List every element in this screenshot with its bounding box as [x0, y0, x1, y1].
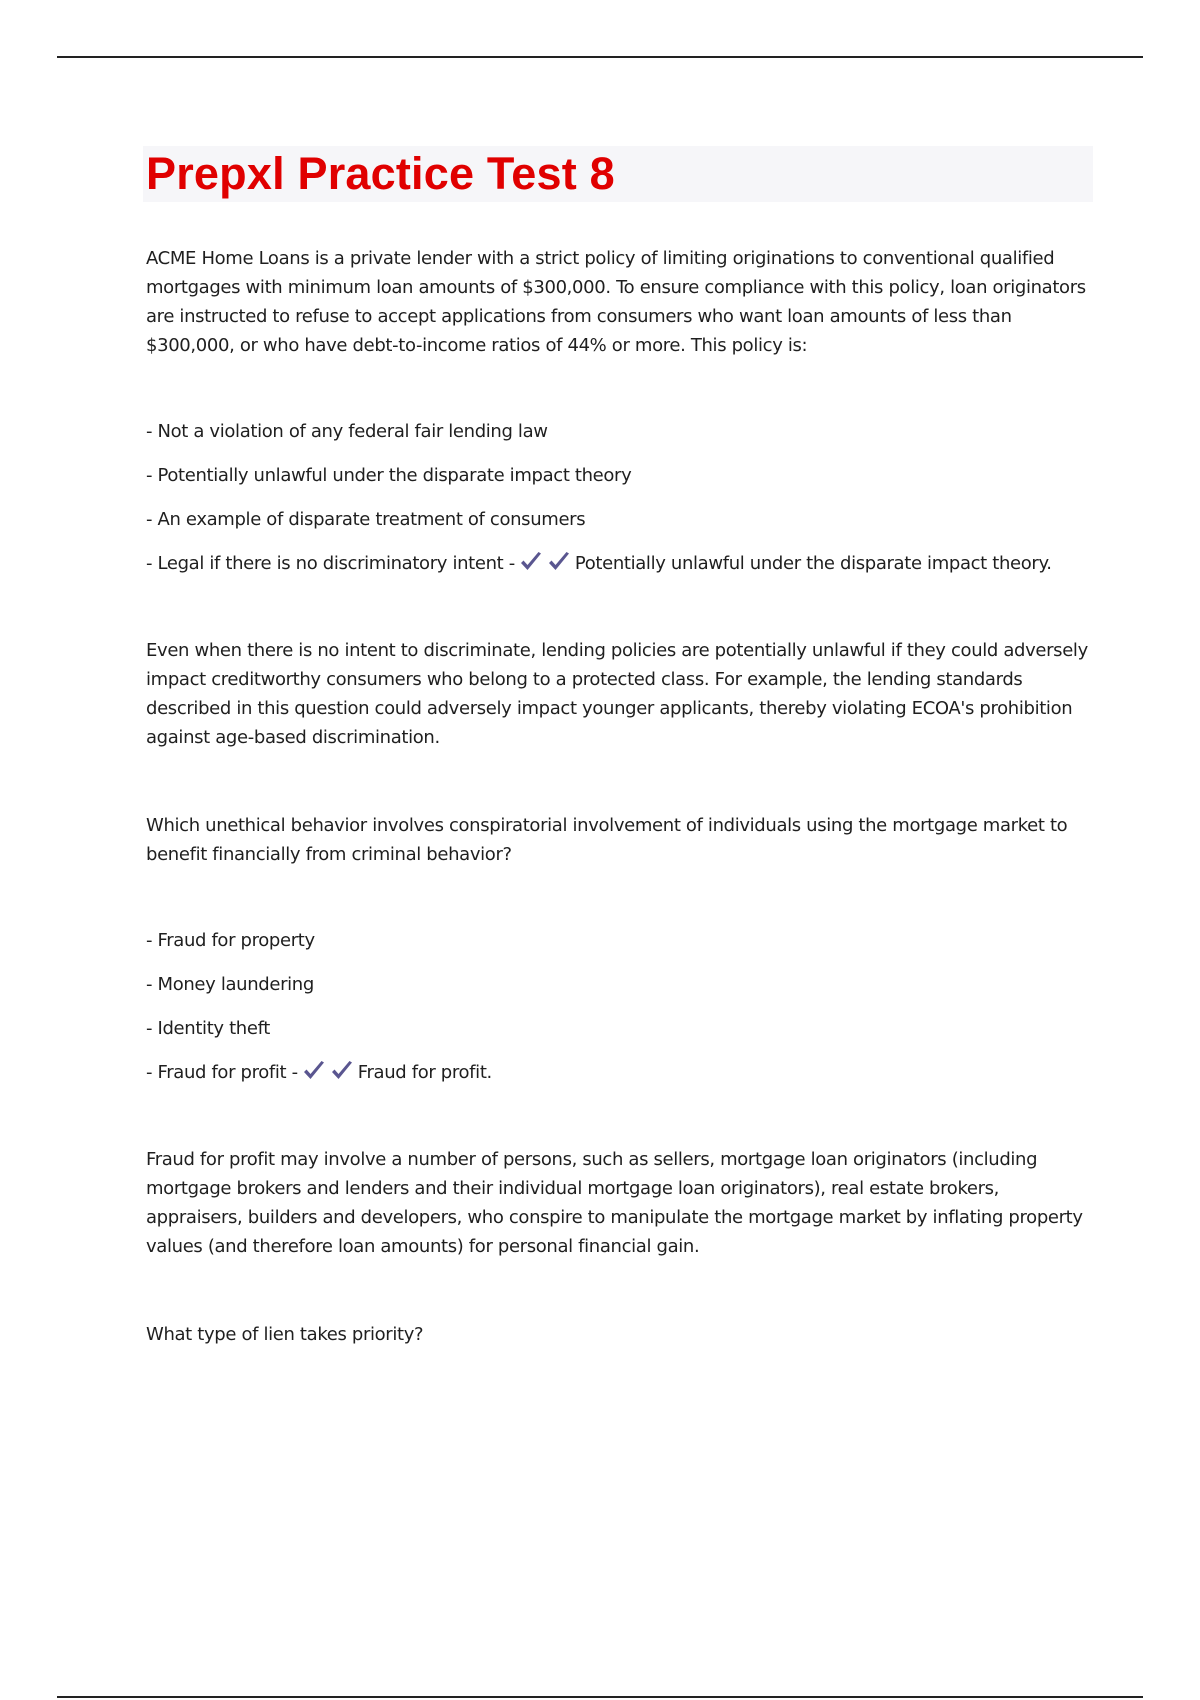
- question-1-option-3: - An example of disparate treatment of consumers: [146, 509, 586, 530]
- question-1-explanation: Even when there is no intent to discriminate, lending policies are potentially unlawful if they could adversely impact creditworthy consumers who belong to a protected class. For example, the lending standards described in this question could adversely impact younger applicants, thereby violating ECOA's prohibition against age-based discrimination.: [146, 640, 1088, 748]
- question-2-option-2: - Money laundering: [146, 974, 314, 995]
- question-2-options: [146, 926, 1096, 1087]
- question-1-options: [146, 417, 1096, 578]
- question-2-option-4-with-answer: [146, 1058, 1096, 1087]
- question-2-explanation: Fraud for profit may involve a number of persons, such as sellers, mortgage loan originators (including mortgage brokers and lenders and their individual mortgage loan originators), real estate brokers, appraisers, builders and developers, who conspire to manipulate the mortgage market by inflating property values (and therefore loan amounts) for personal financial gain.: [146, 1149, 1083, 1257]
- check-icon: [519, 551, 543, 573]
- question-1-option-4-with-answer: [146, 549, 1096, 578]
- question-2-option-4-label: - Fraud for profit -: [146, 1062, 298, 1083]
- question-1-option-2: - Potentially unlawful under the disparate impact theory: [146, 465, 632, 486]
- question-1-answer: Potentially unlawful under the disparate impact theory.: [574, 553, 1052, 574]
- page-title: Prepxl Practice Test 8: [146, 148, 615, 199]
- question-1-option-1: - Not a violation of any federal fair lending law: [146, 421, 548, 442]
- check-icon: [330, 1060, 354, 1082]
- question-2-text: Which unethical behavior involves conspiratorial involvement of individuals using the mortgage market to benefit financially from criminal behavior?: [146, 815, 1068, 865]
- question-3-text: What type of lien takes priority?: [146, 1324, 424, 1345]
- check-icon: [302, 1060, 326, 1082]
- question-2-option-3: - Identity theft: [146, 1018, 270, 1039]
- document-body: [146, 244, 1096, 1349]
- question-2-answer: Fraud for profit.: [357, 1062, 492, 1083]
- question-1-text: ACME Home Loans is a private lender with a strict policy of limiting originations to conventional qualified mortgages with minimum loan amounts of $300,000. To ensure compliance with this policy, loan originators are instructed to refuse to accept applications from consumers who want loan amounts of less than $300,000, or who have debt-to-income ratios of 44% or more. This policy is:: [146, 248, 1086, 356]
- page-top-rule: [57, 56, 1143, 58]
- question-2-option-1: - Fraud for property: [146, 930, 315, 951]
- page-bottom-rule: [57, 1696, 1143, 1698]
- question-1-option-4-label: - Legal if there is no discriminatory intent -: [146, 553, 515, 574]
- check-icon: [547, 551, 571, 573]
